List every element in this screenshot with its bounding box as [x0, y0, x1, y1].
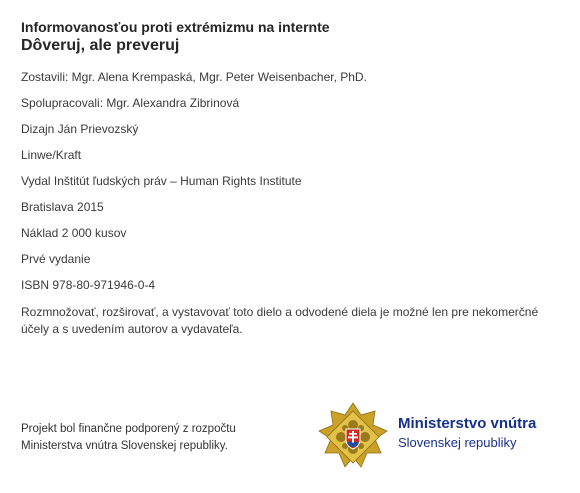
ministry-subtitle: Slovenskej republiky [398, 435, 517, 450]
funding-note-line1: Projekt bol finančne podporený z rozpočtu [21, 423, 236, 435]
imprint-authors: Zostavili: Mgr. Alena Krempaská, Mgr. Peter Weisenbacher, PhD. [21, 70, 367, 84]
imprint-isbn: ISBN 978-80-971946-0-4 [21, 278, 156, 292]
document-subtitle: Dôveruj, ale preveruj [21, 37, 180, 54]
funding-note [21, 421, 311, 455]
ministry-name: Ministerstvo vnútra [398, 415, 537, 432]
imprint-license: Rozmnožovať, rozširovať, a vystavovať toto dielo a odvodené diela je možné len pre nekomerčné účely a s uvedením autorov a vydavateľa. [21, 305, 539, 336]
ministry-wordmark [398, 415, 536, 451]
ministry-emblem-icon [317, 401, 389, 473]
imprint-print-run: Náklad 2 000 kusov [21, 226, 127, 240]
document-title: Informovanosťou proti extrémizmu na internte [21, 19, 330, 35]
imprint-lines [21, 70, 566, 350]
imprint-edition: Prvé vydanie [21, 252, 91, 266]
imprint-place-year: Bratislava 2015 [21, 200, 104, 214]
imprint-collaborators: Spolupracovali: Mgr. Alexandra Zibrinová [21, 96, 240, 110]
funding-note-line2: Ministerstva vnútra Slovenskej republiky. [21, 440, 228, 452]
imprint-design: Dizajn Ján Prievozský [21, 122, 139, 136]
title-block [21, 19, 330, 55]
imprint-studio: Linwe/Kraft [21, 148, 82, 162]
imprint-publisher: Vydal Inštitút ľudských práv – Human Rights Institute [21, 174, 302, 188]
